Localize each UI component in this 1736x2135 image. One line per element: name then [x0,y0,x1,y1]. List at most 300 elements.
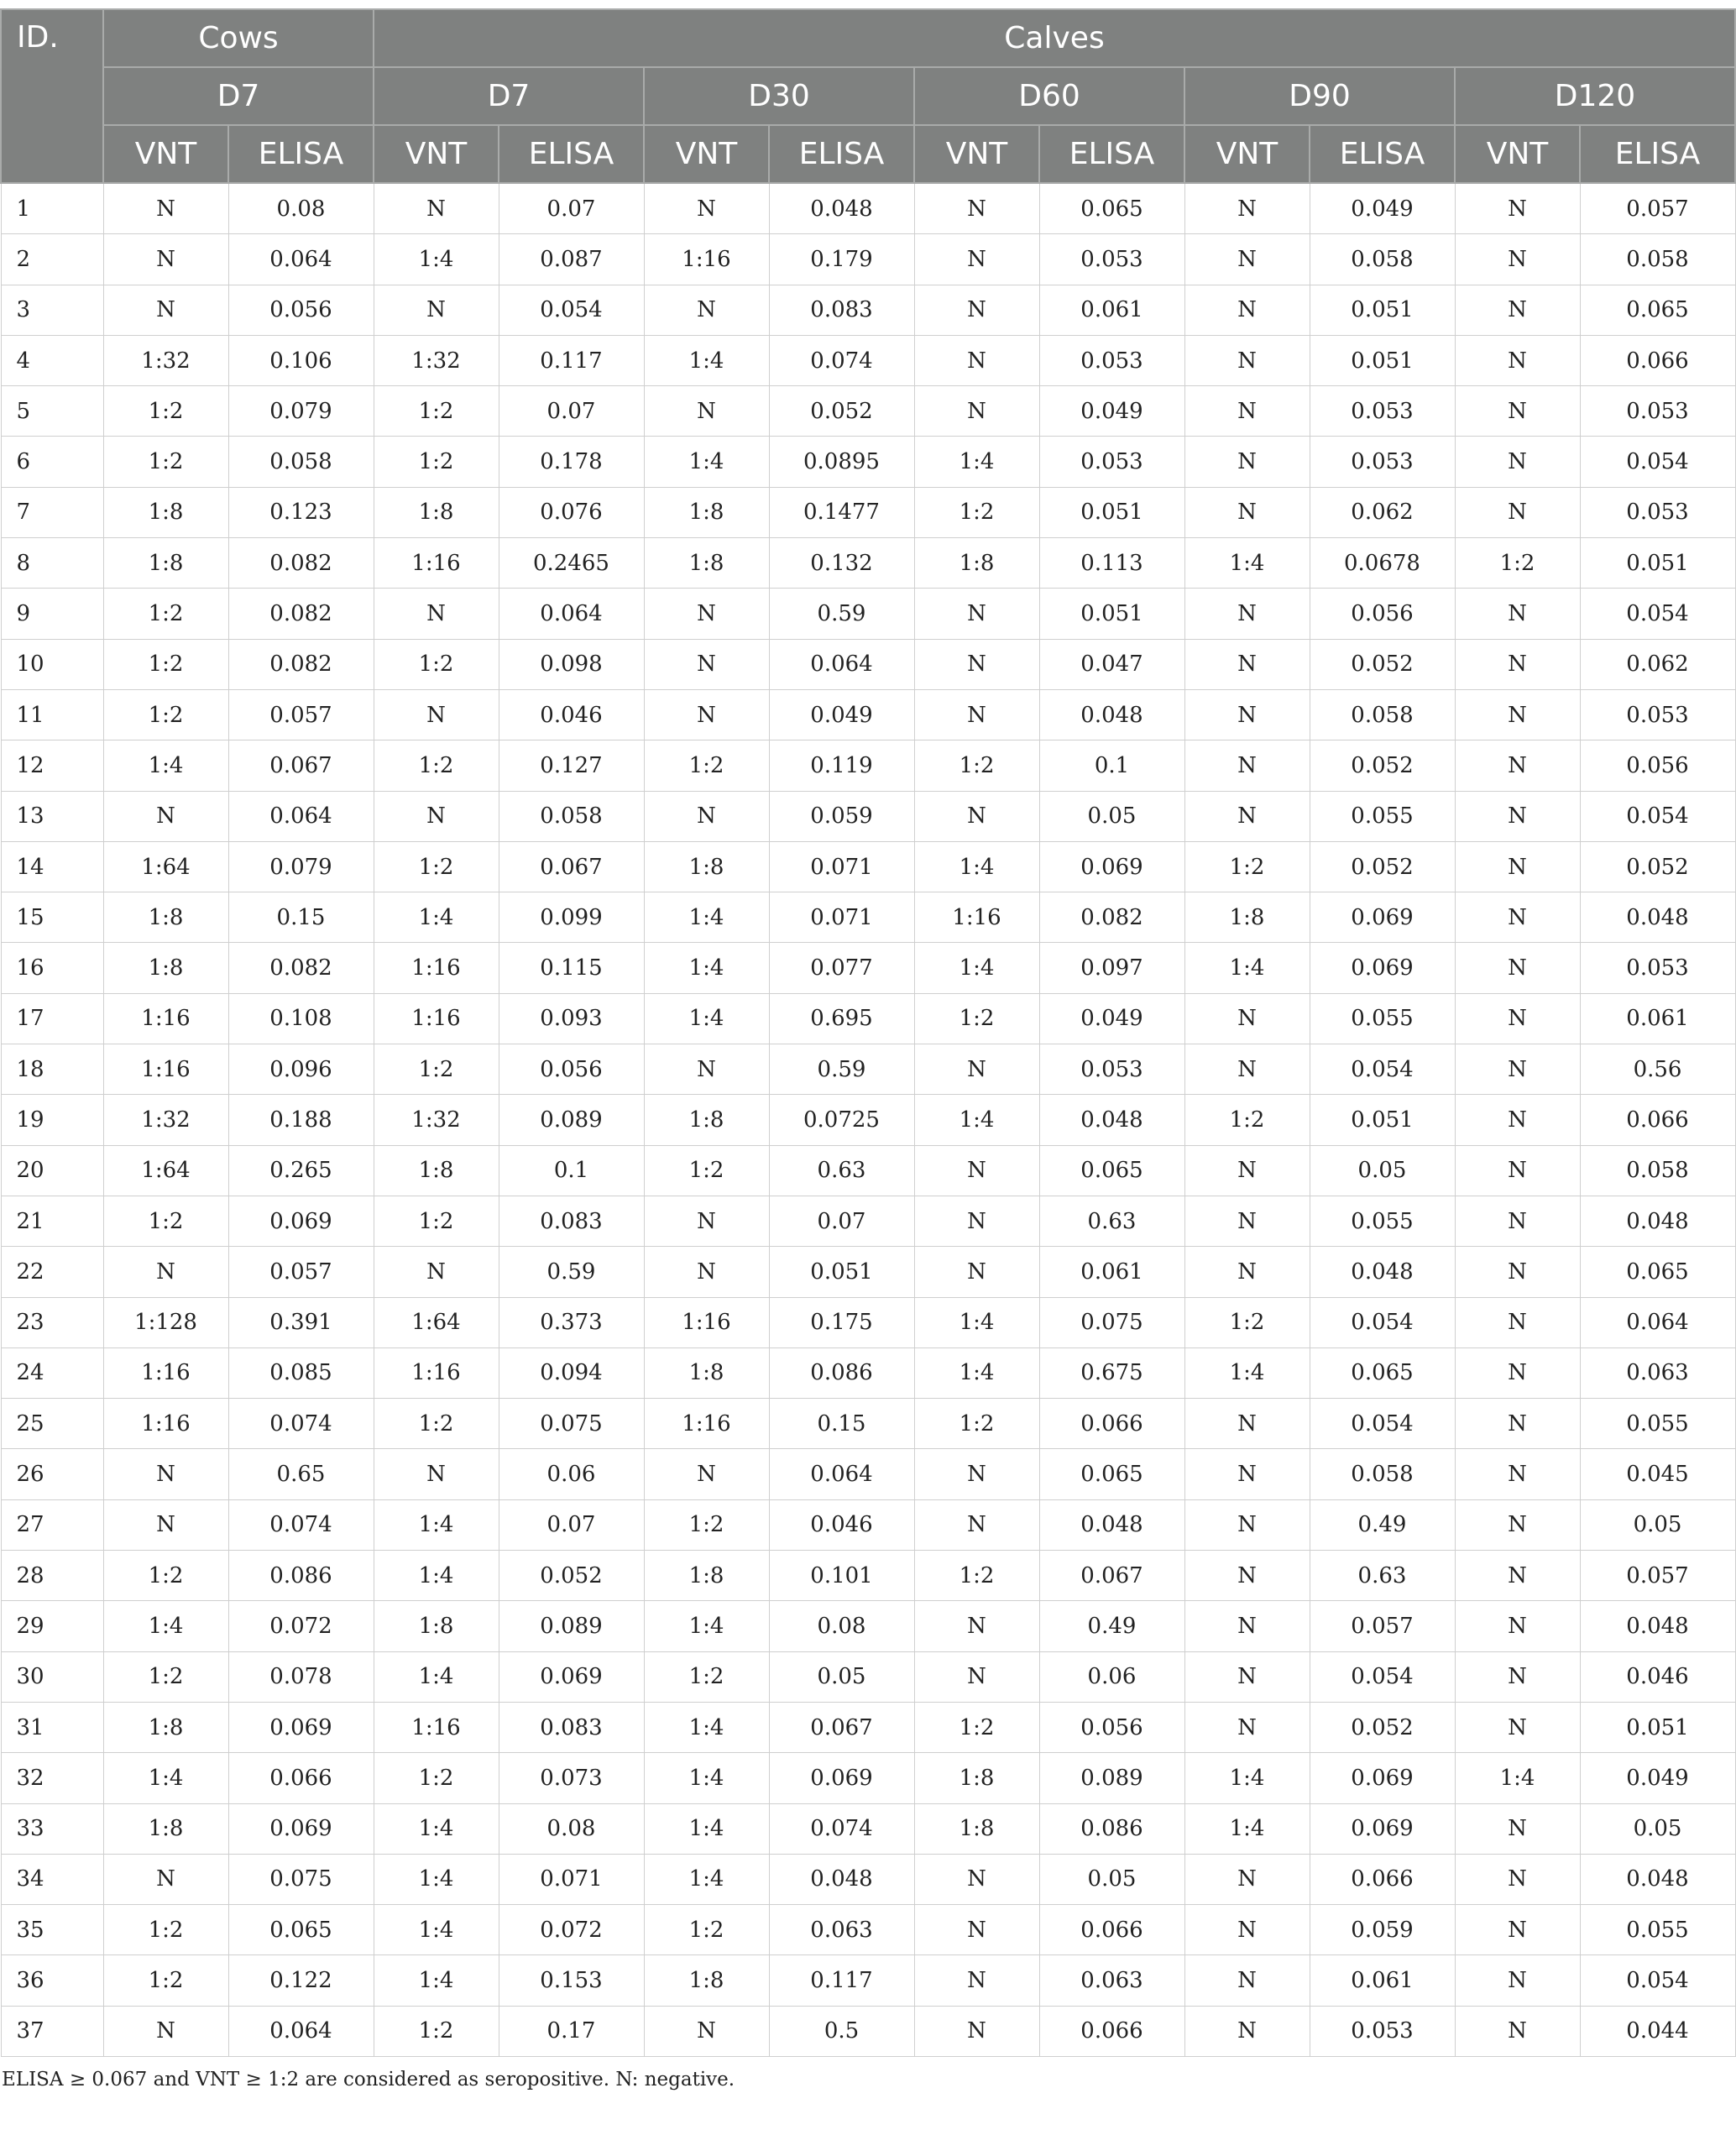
elisa-cell: 0.63 [769,1145,914,1196]
elisa-cell: 0.074 [769,335,914,385]
footnote: ELISA ≥ 0.067 and VNT ≥ 1:2 are considered as seropositive. N: negative. [2,2068,735,2091]
vnt-cell: N [1455,1095,1580,1145]
table-row [1,1702,1735,1752]
vnt-cell: N [1184,1247,1310,1297]
elisa-cell: 0.075 [1039,1297,1184,1347]
elisa-cell: 0.046 [499,689,644,740]
vnt-cell: N [914,589,1039,639]
row-id: 4 [1,335,103,385]
vnt-cell: N [1455,487,1580,537]
row-id: 18 [1,1044,103,1095]
row-id: 15 [1,892,103,943]
table-row [1,1651,1735,1702]
elisa-cell: 0.05 [1039,1854,1184,1904]
row-id: 1 [1,183,103,234]
elisa-cell: 0.046 [769,1499,914,1550]
vnt-cell: 1:16 [103,1044,228,1095]
vnt-cell: 1:4 [1184,1347,1310,1398]
vnt-cell: N [914,285,1039,335]
day-header: D7 [103,67,374,125]
vnt-cell: 1:2 [644,740,769,791]
row-id: 13 [1,791,103,841]
vnt-cell: 1:2 [1455,538,1580,589]
elisa-cell: 0.05 [1310,1145,1455,1196]
vnt-cell: 1:2 [103,1651,228,1702]
elisa-cell: 0.064 [499,589,644,639]
vnt-cell: 1:16 [914,892,1039,943]
elisa-cell: 0.058 [228,437,374,487]
vnt-cell: N [374,183,499,234]
vnt-cell: 1:32 [103,1095,228,1145]
vnt-cell: N [1455,1601,1580,1651]
elisa-cell: 0.049 [1039,386,1184,437]
table-row [1,183,1735,234]
elisa-cell: 0.5 [769,2006,914,2056]
table-row [1,1601,1735,1651]
elisa-cell: 0.052 [1310,639,1455,689]
row-id: 9 [1,589,103,639]
elisa-header: ELISA [228,125,374,183]
elisa-cell: 0.058 [1580,1145,1735,1196]
vnt-cell: 1:8 [644,1551,769,1601]
vnt-cell: 1:4 [1184,1753,1310,1803]
vnt-cell: 1:2 [374,437,499,487]
elisa-cell: 0.079 [228,386,374,437]
table-row [1,1145,1735,1196]
elisa-cell: 0.069 [1310,1803,1455,1854]
vnt-cell: 1:4 [644,943,769,993]
row-id: 2 [1,234,103,285]
vnt-cell: N [374,791,499,841]
header-row-days [1,67,1735,125]
vnt-cell: N [644,639,769,689]
vnt-cell: 1:16 [374,1702,499,1752]
elisa-cell: 0.675 [1039,1347,1184,1398]
elisa-cell: 0.054 [1580,437,1735,487]
table-row [1,1247,1735,1297]
row-id: 6 [1,437,103,487]
vnt-cell: 1:4 [644,993,769,1044]
vnt-cell: 1:16 [103,993,228,1044]
table-row [1,791,1735,841]
elisa-cell: 0.059 [1310,1905,1455,1955]
vnt-cell: N [1184,791,1310,841]
vnt-cell: 1:4 [103,1601,228,1651]
elisa-cell: 0.086 [769,1347,914,1398]
elisa-cell: 0.069 [1039,841,1184,892]
vnt-cell: N [1184,183,1310,234]
vnt-cell: 1:8 [1184,892,1310,943]
vnt-cell: 1:4 [1184,538,1310,589]
elisa-cell: 0.065 [228,1905,374,1955]
vnt-cell: 1:4 [644,437,769,487]
elisa-cell: 0.063 [1580,1347,1735,1398]
elisa-cell: 0.1 [499,1145,644,1196]
vnt-cell: 1:2 [374,386,499,437]
vnt-cell: 1:4 [374,234,499,285]
vnt-cell: N [914,791,1039,841]
vnt-cell: N [914,1955,1039,2006]
vnt-cell: 1:64 [103,1145,228,1196]
elisa-cell: 0.05 [769,1651,914,1702]
elisa-cell: 0.072 [228,1601,374,1651]
vnt-cell: 1:16 [644,1399,769,1449]
elisa-cell: 0.057 [1310,1601,1455,1651]
vnt-cell: N [1455,1955,1580,2006]
elisa-cell: 0.066 [1039,1905,1184,1955]
elisa-cell: 0.048 [1580,892,1735,943]
elisa-cell: 0.061 [1310,1955,1455,2006]
elisa-cell: 0.065 [1580,285,1735,335]
vnt-cell: N [1184,335,1310,385]
elisa-cell: 0.074 [228,1399,374,1449]
elisa-cell: 0.051 [1039,589,1184,639]
elisa-cell: 0.047 [1039,639,1184,689]
vnt-cell: N [914,1499,1039,1550]
elisa-cell: 0.071 [769,841,914,892]
row-id: 7 [1,487,103,537]
elisa-cell: 0.106 [228,335,374,385]
elisa-cell: 0.046 [1580,1651,1735,1702]
vnt-cell: 1:8 [644,538,769,589]
elisa-cell: 0.391 [228,1297,374,1347]
table-row [1,1449,1735,1499]
elisa-cell: 0.065 [1310,1347,1455,1398]
elisa-cell: 0.15 [228,892,374,943]
row-id: 29 [1,1601,103,1651]
vnt-cell: N [1455,943,1580,993]
elisa-cell: 0.052 [769,386,914,437]
vnt-cell: N [1455,1297,1580,1347]
elisa-cell: 0.052 [1310,740,1455,791]
elisa-cell: 0.053 [1580,689,1735,740]
row-id: 23 [1,1297,103,1347]
row-id: 27 [1,1499,103,1550]
vnt-cell: N [914,1651,1039,1702]
elisa-cell: 0.065 [1039,1449,1184,1499]
elisa-cell: 0.062 [1580,639,1735,689]
elisa-cell: 0.051 [1580,538,1735,589]
table-row [1,487,1735,537]
elisa-cell: 0.054 [1310,1399,1455,1449]
elisa-cell: 0.054 [1310,1651,1455,1702]
vnt-header: VNT [1455,125,1580,183]
elisa-cell: 0.045 [1580,1449,1735,1499]
vnt-header: VNT [1184,125,1310,183]
elisa-cell: 0.63 [1310,1551,1455,1601]
elisa-cell: 0.061 [1580,993,1735,1044]
table-row [1,538,1735,589]
elisa-cell: 0.066 [1039,2006,1184,2056]
vnt-cell: N [103,1247,228,1297]
elisa-cell: 0.072 [499,1905,644,1955]
vnt-cell: 1:16 [374,993,499,1044]
row-id: 10 [1,639,103,689]
elisa-cell: 0.1 [1039,740,1184,791]
vnt-cell: N [1455,1399,1580,1449]
vnt-cell: 1:4 [374,892,499,943]
elisa-cell: 0.058 [1580,234,1735,285]
elisa-cell: 0.052 [1310,1702,1455,1752]
elisa-cell: 0.055 [1580,1905,1735,1955]
elisa-cell: 0.075 [228,1854,374,1904]
elisa-cell: 0.051 [1310,335,1455,385]
elisa-cell: 0.053 [1039,1044,1184,1095]
table-row [1,841,1735,892]
vnt-cell: 1:2 [1184,841,1310,892]
elisa-cell: 0.101 [769,1551,914,1601]
elisa-cell: 0.056 [1310,589,1455,639]
elisa-cell: 0.071 [499,1854,644,1904]
vnt-cell: N [1184,993,1310,1044]
id-header: ID. [1,9,103,183]
table-row [1,993,1735,1044]
elisa-cell: 0.069 [769,1753,914,1803]
elisa-cell: 0.054 [1580,589,1735,639]
elisa-cell: 0.175 [769,1297,914,1347]
vnt-cell: 1:2 [103,1955,228,2006]
vnt-cell: 1:4 [914,943,1039,993]
vnt-cell: N [914,1044,1039,1095]
elisa-cell: 0.064 [228,791,374,841]
elisa-cell: 0.057 [1580,183,1735,234]
row-id: 24 [1,1347,103,1398]
elisa-cell: 0.0725 [769,1095,914,1145]
vnt-cell: N [103,234,228,285]
vnt-cell: 1:32 [374,1095,499,1145]
elisa-cell: 0.08 [228,183,374,234]
elisa-cell: 0.064 [228,2006,374,2056]
vnt-cell: 1:8 [103,943,228,993]
elisa-cell: 0.065 [1039,183,1184,234]
vnt-cell: 1:2 [644,1651,769,1702]
vnt-cell: N [1455,386,1580,437]
row-id: 11 [1,689,103,740]
vnt-cell: 1:16 [644,1297,769,1347]
vnt-cell: N [644,1449,769,1499]
vnt-cell: N [1455,993,1580,1044]
elisa-cell: 0.113 [1039,538,1184,589]
elisa-header: ELISA [1310,125,1455,183]
vnt-cell: N [644,1196,769,1246]
vnt-cell: 1:4 [644,335,769,385]
elisa-cell: 0.153 [499,1955,644,2006]
vnt-cell: N [1455,183,1580,234]
elisa-cell: 0.05 [1580,1499,1735,1550]
vnt-cell: N [1184,487,1310,537]
elisa-cell: 0.056 [1580,740,1735,791]
day-header: D90 [1184,67,1455,125]
elisa-cell: 0.122 [228,1955,374,2006]
elisa-cell: 0.069 [228,1196,374,1246]
elisa-cell: 0.069 [499,1651,644,1702]
vnt-cell: 1:2 [644,1499,769,1550]
elisa-cell: 0.053 [1310,437,1455,487]
vnt-cell: N [644,589,769,639]
table-header [1,9,1735,183]
vnt-cell: N [1455,2006,1580,2056]
vnt-cell: N [914,183,1039,234]
vnt-cell: 1:2 [914,1399,1039,1449]
vnt-cell: N [103,2006,228,2056]
vnt-cell: 1:8 [374,487,499,537]
table-row [1,1196,1735,1246]
elisa-cell: 0.067 [228,740,374,791]
elisa-cell: 0.048 [1580,1196,1735,1246]
elisa-cell: 0.097 [1039,943,1184,993]
elisa-cell: 0.048 [769,183,914,234]
vnt-cell: N [1184,689,1310,740]
elisa-cell: 0.079 [228,841,374,892]
vnt-cell: N [914,1247,1039,1297]
row-id: 17 [1,993,103,1044]
vnt-cell: 1:2 [103,689,228,740]
elisa-cell: 0.049 [1310,183,1455,234]
elisa-cell: 0.099 [499,892,644,943]
elisa-cell: 0.052 [1580,841,1735,892]
vnt-cell: N [914,2006,1039,2056]
vnt-cell: 1:4 [914,1095,1039,1145]
elisa-cell: 0.0678 [1310,538,1455,589]
vnt-cell: N [1184,234,1310,285]
elisa-cell: 0.063 [769,1905,914,1955]
vnt-cell: 1:8 [914,1753,1039,1803]
row-id: 14 [1,841,103,892]
elisa-cell: 0.055 [1310,791,1455,841]
elisa-cell: 0.053 [1580,487,1735,537]
vnt-cell: N [914,1449,1039,1499]
vnt-cell: N [1184,740,1310,791]
vnt-cell: N [103,791,228,841]
elisa-cell: 0.058 [499,791,644,841]
vnt-cell: 1:4 [914,841,1039,892]
elisa-cell: 0.064 [769,639,914,689]
elisa-cell: 0.188 [228,1095,374,1145]
vnt-cell: N [1455,892,1580,943]
table-row [1,2006,1735,2056]
vnt-cell: 1:2 [103,1196,228,1246]
elisa-cell: 0.048 [1039,1095,1184,1145]
table-row [1,892,1735,943]
elisa-cell: 0.082 [1039,892,1184,943]
elisa-cell: 0.2465 [499,538,644,589]
vnt-cell: N [914,1145,1039,1196]
vnt-cell: 1:4 [644,1702,769,1752]
row-id: 30 [1,1651,103,1702]
elisa-cell: 0.098 [499,639,644,689]
vnt-cell: N [374,285,499,335]
vnt-cell: 1:8 [374,1601,499,1651]
elisa-cell: 0.123 [228,487,374,537]
vnt-cell: N [644,183,769,234]
vnt-cell: 1:4 [103,740,228,791]
vnt-cell: 1:2 [103,639,228,689]
elisa-cell: 0.048 [1580,1854,1735,1904]
vnt-cell: N [1455,1044,1580,1095]
row-id: 12 [1,740,103,791]
elisa-cell: 0.048 [769,1854,914,1904]
table-row [1,335,1735,385]
vnt-cell: N [1184,1551,1310,1601]
table-body [1,183,1735,2056]
vnt-cell: N [1455,740,1580,791]
vnt-cell: 1:32 [374,335,499,385]
vnt-cell: 1:32 [103,335,228,385]
vnt-cell: N [1184,386,1310,437]
vnt-cell: 1:2 [914,993,1039,1044]
elisa-cell: 0.056 [499,1044,644,1095]
elisa-cell: 0.078 [228,1651,374,1702]
elisa-cell: 0.055 [1310,1196,1455,1246]
elisa-cell: 0.067 [1039,1551,1184,1601]
cows-header: Cows [103,9,374,67]
table-row [1,437,1735,487]
elisa-cell: 0.0895 [769,437,914,487]
vnt-cell: N [1455,1803,1580,1854]
vnt-cell: N [1184,639,1310,689]
elisa-cell: 0.117 [769,1955,914,2006]
vnt-cell: 1:2 [103,386,228,437]
vnt-cell: 1:2 [103,589,228,639]
elisa-cell: 0.074 [769,1803,914,1854]
elisa-cell: 0.08 [769,1601,914,1651]
day-header: D7 [374,67,644,125]
vnt-cell: 1:4 [374,1905,499,1955]
table-row [1,1854,1735,1904]
vnt-cell: N [1455,335,1580,385]
vnt-cell: N [103,183,228,234]
elisa-cell: 0.117 [499,335,644,385]
elisa-cell: 0.073 [499,1753,644,1803]
vnt-cell: N [1455,1551,1580,1601]
vnt-cell: 1:2 [914,487,1039,537]
vnt-cell: N [1184,1905,1310,1955]
vnt-cell: N [1184,1702,1310,1752]
elisa-cell: 0.069 [228,1803,374,1854]
elisa-cell: 0.069 [228,1702,374,1752]
elisa-cell: 0.055 [1580,1399,1735,1449]
vnt-cell: N [1455,1854,1580,1904]
table-row [1,1347,1735,1398]
vnt-cell: N [1184,1449,1310,1499]
elisa-cell: 0.65 [228,1449,374,1499]
row-id: 21 [1,1196,103,1246]
vnt-cell: 1:2 [644,1905,769,1955]
vnt-cell: 1:2 [374,1753,499,1803]
vnt-cell: N [374,589,499,639]
elisa-cell: 0.127 [499,740,644,791]
elisa-cell: 0.054 [1580,1955,1735,2006]
vnt-cell: N [914,1601,1039,1651]
vnt-cell: N [1455,1499,1580,1550]
elisa-cell: 0.051 [769,1247,914,1297]
vnt-cell: 1:16 [374,538,499,589]
row-id: 31 [1,1702,103,1752]
row-id: 16 [1,943,103,993]
elisa-cell: 0.083 [499,1702,644,1752]
elisa-cell: 0.087 [499,234,644,285]
elisa-cell: 0.048 [1039,689,1184,740]
vnt-cell: N [1184,1601,1310,1651]
vnt-cell: N [1455,1702,1580,1752]
vnt-cell: 1:2 [374,841,499,892]
vnt-cell: N [374,689,499,740]
elisa-cell: 0.075 [499,1399,644,1449]
vnt-cell: 1:2 [374,740,499,791]
elisa-cell: 0.061 [1039,1247,1184,1297]
vnt-cell: N [914,335,1039,385]
elisa-cell: 0.05 [1580,1803,1735,1854]
